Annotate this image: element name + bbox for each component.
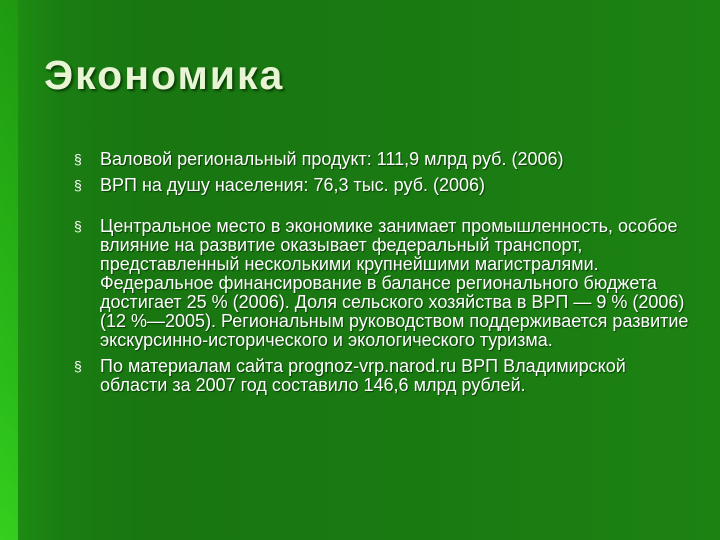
- slide-title: Экономика: [44, 52, 285, 98]
- bullet-text: Центральное место в экономике занимает промышленность, особое влияние на развитие оказывает федеральный транспорт, представленный несколькими крупнейшими магистралями. Федеральное финансирование в балансе регионального бюджета достигает 25 % (2006). Доля сельского хозяйства в ВРП — 9 % (2006) (12 %—2005). Региональным руководством поддерживается развитие экскурсинно-исторического и экологического туризма.: [100, 216, 689, 350]
- bullet-text: По материалам сайта prognoz-vrp.narod.ru ВРП Владимирской области за 2007 год составило 146,6 млрд рублей.: [100, 356, 626, 395]
- bullet-marker-icon: §: [74, 177, 82, 193]
- left-edge-glow: [0, 0, 18, 540]
- bullet-marker-icon: §: [74, 358, 82, 374]
- bullet-list: [74, 150, 694, 395]
- bullet-marker-icon: §: [74, 218, 82, 234]
- bullet-marker-icon: §: [74, 151, 82, 167]
- bullet-text: Валовой региональный продукт: 111,9 млрд руб. (2006): [100, 149, 564, 169]
- bullet-item: [74, 176, 694, 195]
- bullet-item: [74, 150, 694, 169]
- bullet-item: [74, 217, 694, 350]
- bullet-item: [74, 357, 694, 395]
- bullet-text: ВРП на душу населения: 76,3 тыс. руб. (2006): [100, 175, 486, 195]
